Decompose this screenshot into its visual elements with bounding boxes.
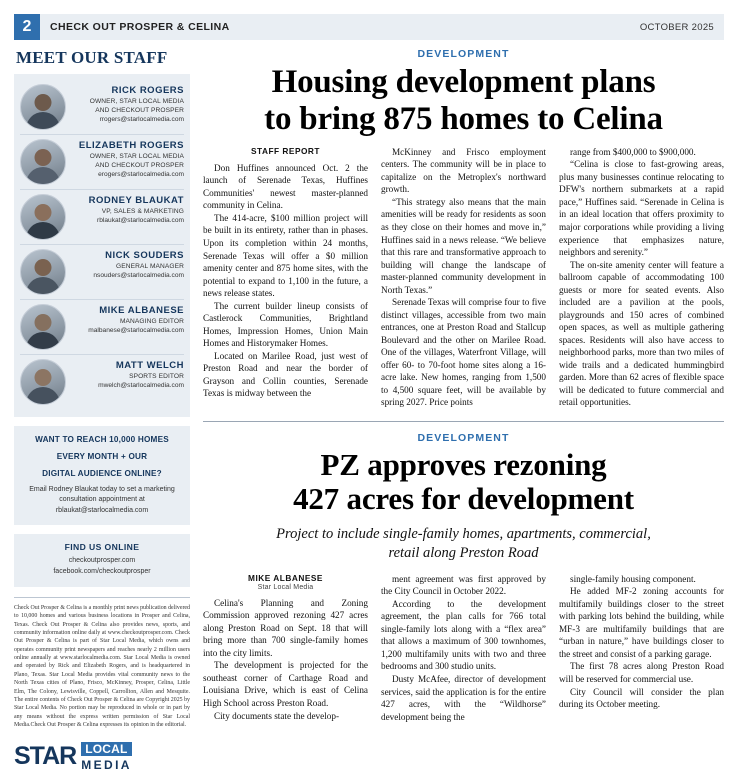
promo-heading-line1: WANT TO REACH 10,000 HOMES — [35, 435, 169, 444]
article2-column-2 — [381, 573, 546, 723]
staff-name: RODNEY BLAUKAT — [88, 195, 184, 206]
staff-role-line2: AND CHECKOUT PROSPER — [95, 161, 184, 169]
staff-role-line2: AND CHECKOUT PROSPER — [95, 106, 184, 114]
staff-name: MIKE ALBANESE — [99, 305, 184, 316]
avatar — [20, 194, 66, 240]
article1-kicker: DEVELOPMENT — [417, 48, 510, 60]
list-item — [20, 190, 184, 245]
article1-column-3 — [559, 146, 724, 409]
article-housing-development — [203, 48, 724, 409]
paragraph: Celina's Planning and Zoning Commission approved rezoning 427 acres along Preston Road on Sept. 18 that will bring more than 700 single-family homes into the city limits. — [203, 597, 368, 658]
avatar — [20, 249, 66, 295]
star-local-media-logo — [14, 741, 190, 771]
staff-email[interactable]: erogers@starlocalmedia.com — [98, 170, 184, 178]
paragraph: City Council will consider the plan during its October meeting. — [559, 686, 724, 710]
paragraph: City documents state the develop- — [214, 710, 340, 721]
article2-deck-line2: retail along Preston Road — [388, 545, 539, 562]
paragraph: According to the development agreement, the plan calls for 766 total single-family lots along with a “flex area” that allows a maximum of 300 townhomes, 1,200 multifamily units with two and three bedrooms and 300 studio units. — [381, 598, 546, 672]
list-item — [20, 355, 184, 409]
avatar — [20, 304, 66, 350]
staff-role-line1: VP, SALES & MARKETING — [101, 208, 184, 215]
promo-heading-line2: EVERY MONTH + OUR — [56, 451, 148, 461]
section-divider — [203, 421, 724, 422]
staff-list — [14, 74, 190, 417]
paragraph: The on-site amenity center will feature a ballroom capable of accommodating 100 guests or more for seated events. Also included are a pavilion at the pools, playgrounds and 150 acres of combined open spaces, as well as multiple gathering spaces. Residents will also have access to neighborhood parks, more than two miles of wide trails and a dedicated hummingbird garden. More than 62 acres of flexible space will be dedicated to future commercial and retail opportunities. — [559, 259, 724, 408]
article2-column-3 — [559, 573, 724, 723]
article2-deck — [203, 525, 724, 563]
main-content — [203, 48, 724, 723]
list-item — [20, 300, 184, 355]
staff-role-line1: OWNER, STAR LOCAL MEDIA — [89, 153, 184, 160]
article2-columns — [203, 573, 724, 723]
paragraph: The first 78 acres along Preston Road will be reserved for commercial use. — [559, 661, 724, 684]
article-pz-rezoning — [203, 432, 724, 723]
list-item — [20, 245, 184, 300]
staff-role-line1: OWNER, STAR LOCAL MEDIA — [89, 98, 184, 105]
paragraph: The development is projected for the southeast corner of Carthage Road and Louisiana Drive, which is east of Celina High School across Preston Road. — [203, 660, 368, 708]
paragraph: ment agreement was first approved by the City Council in October 2022. — [381, 573, 546, 597]
article2-headline-line1: PZ approves rezoning — [320, 446, 607, 482]
avatar — [20, 84, 66, 130]
article2-deck-line1: Project to include single-family homes, apartments, commercial, — [276, 526, 651, 543]
staff-name: ELIZABETH ROGERS — [78, 140, 184, 151]
article1-column-2 — [381, 146, 546, 409]
paragraph: The 414-acre, $100 million project will be built in its entirety, rather than in phases. Upon its completion within 24 months, Serenade Texas will offer a $0 million amenity center and 875 home sites, with the potential to expand to 1,100 in the future, a news release states. — [203, 212, 368, 299]
staff-sidebar — [14, 48, 190, 772]
page-number: 2 — [14, 14, 40, 40]
find-us-online — [14, 534, 190, 587]
article2-column-1 — [203, 573, 368, 723]
staff-name: RICK ROGERS — [111, 85, 184, 96]
colophon: Check Out Prosper & Celina is a monthly print news publication delivered to 10,000 homes and various business locations in Prosper and Celina, Texas. Check Out Prosper & Celina also provides news, sports, and community information online daily at www.checkoutprosper.com. Check Out Prosper & Celina is part of Star Local Media, which owns and operates community print newspapers and reaches nearly 2 million users online annually at www.starlocalmedia.com. Star Local Media is owned and operated by Rick and Elizabeth Rogers, and is headquartered in Plano, Texas. Star Local Media provides vital community news to the North Texas cities of Plano, Frisco, McKinney, Prosper, Celina, Little Elm, The Colony, Lewisville, Coppell, Carrollton, Allen and Mesquite. The entire contents of Check Out Prosper & Celina are Copyright 2025 by Star Local Media. No portion may be reproduced in whole or in part by any means without the express written permission of Star Local Media.Check Out Prosper & Celina expresses its opinion in the editorial. — [14, 597, 190, 730]
staff-name: MATT WELCH — [115, 360, 184, 371]
staff-email[interactable]: malbanese@starlocalmedia.com — [88, 326, 184, 334]
avatar — [20, 139, 66, 185]
paragraph: The current builder lineup consists of Castlerock Communities, Brightland Homes, Impression Homes, Union Main Homes and Historymaker Homes. — [203, 300, 368, 349]
paragraph: “Celina is close to fast-growing areas, plus many businesses continue relocating to DFW's northern submarkets at a rapid pace,” Huffines said. “Serenade in Celina is in an ideal location that offers proximity to major corporations while providing a living experience that emphasizes nature, neighbors and serenity.” — [559, 159, 724, 258]
facebook-link[interactable]: facebook.com/checkoutprosper — [53, 568, 151, 576]
paragraph: He added MF-2 zoning accounts for multifamily buildings closer to the street with parking lots behind the building, while MF-3 are multifamily buildings that are “urban in nature,” have buildings closer to the street and consist of a parking garage. — [559, 586, 724, 659]
article1-column-1 — [203, 146, 368, 409]
logo-star-text: STAR — [14, 741, 77, 770]
staff-email[interactable]: nsouders@starlocalmedia.com — [93, 271, 184, 279]
list-item — [20, 135, 184, 190]
logo-local-text: LOCAL — [81, 742, 131, 756]
article2-byline — [203, 573, 368, 591]
paragraph: McKinney and Frisco employment centers. The community will be in place to capitalize on the Metroplex's northward growth. — [381, 146, 546, 195]
article2-kicker: DEVELOPMENT — [417, 431, 510, 444]
article1-columns — [203, 146, 724, 409]
staff-role-line1: MANAGING EDITOR — [119, 318, 184, 325]
paragraph: Dusty McAfee, director of development services, said the application is for the entire 427 acres, with the “Wildhorse” development being the — [381, 673, 546, 722]
paragraph: Located on Marilee Road, just west of Preston Road and near the border of Grayson and Collin counties, Serenade Texas is midway between the — [203, 350, 368, 399]
paragraph: single-family housing component. — [570, 573, 696, 584]
article2-headline — [203, 448, 724, 517]
list-item — [20, 80, 184, 135]
article1-headline — [203, 64, 724, 138]
staff-role-line1: GENERAL MANAGER — [116, 263, 184, 270]
article1-byline: STAFF REPORT — [251, 145, 320, 156]
staff-name: NICK SOUDERS — [105, 250, 184, 261]
paragraph: range from $400,000 to $900,000. — [570, 146, 696, 157]
website-link[interactable]: checkoutprosper.com — [68, 557, 136, 565]
masthead-bar — [14, 14, 724, 40]
article1-headline-line1: Housing development plans — [271, 64, 656, 100]
masthead-title: CHECK OUT PROSPER & CELINA — [50, 21, 230, 33]
staff-role-line1: SPORTS EDITOR — [129, 373, 184, 380]
article2-headline-line2: 427 acres for development — [293, 481, 634, 517]
article2-byline-outlet: Star Local Media — [257, 583, 314, 591]
promo-heading-line3: DIGITAL AUDIENCE ONLINE? — [42, 468, 162, 478]
paragraph: Don Huffines announced Oct. 2 the launch of Serenade Texas, Huffines Communities' newest master-planned community in Celina. — [203, 162, 368, 211]
logo-media-text: MEDIA — [81, 758, 132, 772]
promo-body: Email Rodney Blaukat today to set a marketing consultation appointment at rblaukat@starlocalmedia.com — [29, 485, 175, 514]
sidebar-title: MEET OUR STAFF — [16, 48, 168, 67]
avatar — [20, 359, 66, 405]
masthead-date: OCTOBER 2025 — [639, 21, 714, 33]
staff-email[interactable]: rrogers@starlocalmedia.com — [99, 115, 184, 123]
paragraph: “This strategy also means that the main amenities will be ready for residents as soon as they close on their homes and move in,” Huffines said in a news release. “We believe that this rare and transformative approach to building will change the landscape of master-planned community development in North Texas.” — [381, 196, 546, 295]
article2-byline-name: MIKE ALBANESE — [248, 572, 323, 583]
staff-email[interactable]: rblaukat@starlocalmedia.com — [97, 216, 184, 224]
advertising-promo — [14, 426, 190, 525]
find-us-heading: FIND US ONLINE — [64, 542, 140, 553]
paragraph: Serenade Texas will comprise four to five distinct villages, accessible from two main entrances, one at Preston Road and Stallcup Boulevard and the other on Marilee Road. One of the villages, Waterfront Village, will offer 60- to 70-foot home sites along a 16-acre lake. New homes, ranging from 1,500 to 4,500 square feet, will be available by spring 2027. Price points — [381, 297, 546, 408]
staff-email[interactable]: mwelch@starlocalmedia.com — [98, 381, 184, 389]
article1-headline-line2: to bring 875 homes to Celina — [264, 100, 663, 137]
